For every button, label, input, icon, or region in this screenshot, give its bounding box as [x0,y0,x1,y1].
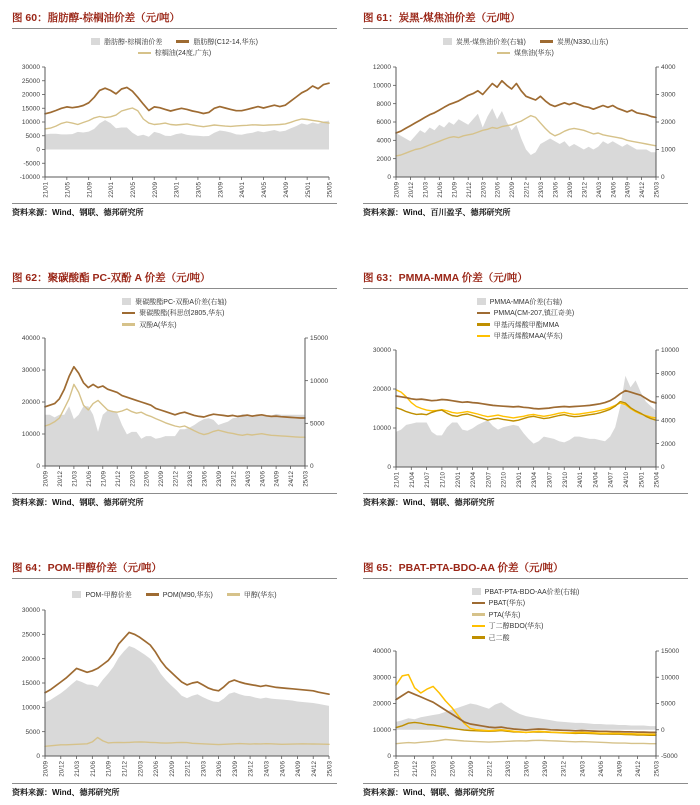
legend-label: 己二酸 [488,634,510,642]
x-tick-label: 24/03 [244,471,252,487]
legend-item [477,331,563,341]
area-swatch [72,591,81,598]
legend-row [472,587,580,597]
legend-row [122,297,226,307]
legend-row [477,320,575,330]
line-series [45,108,329,129]
line-swatch [122,312,135,315]
x-tick-label: 24/12 [288,471,296,487]
legend-item [472,587,580,597]
x-tick-label: 25/03 [653,181,661,198]
figure-62-legend [12,295,337,331]
area-swatch [477,298,486,305]
line-swatch [227,593,240,596]
left-tick-label: 0 [36,753,40,761]
x-tick-label: 20/12 [408,181,416,198]
left-tick-label: -10000 [19,173,40,181]
x-tick-label: 21/09 [105,761,113,777]
right-tick-label: 8000 [661,370,676,378]
legend-item [122,297,226,307]
line-swatch [176,40,189,43]
figure-63 [363,268,688,508]
x-tick-label: 22/06 [449,761,457,777]
left-tick-label: 30000 [372,674,391,682]
legend-row [477,308,575,318]
figure-60-title: 图 60：脂肪醇-棕榈油价差（元/吨） [12,8,337,29]
x-tick-label: 23/12 [247,761,255,777]
x-tick-label: 23/01 [173,181,181,198]
line-swatch [477,335,490,338]
legend-row [477,297,575,307]
x-tick-label: 24/06 [597,761,605,777]
figure-61-title: 图 61：炭黑-煤焦油价差（元/吨） [363,8,688,29]
x-tick-label: 23/09 [542,761,550,777]
left-tick-label: 12000 [372,63,391,71]
x-tick-label: 24/01 [577,471,585,488]
left-tick-label: 20000 [21,91,40,99]
right-tick-label: 2000 [661,118,676,126]
legend-block [477,295,575,343]
legend-item [176,37,258,47]
legend-block [91,35,258,60]
x-tick-label: 22/09 [509,181,517,198]
line-swatch [472,602,485,605]
legend-item [72,590,131,600]
x-tick-label: 24/12 [635,761,643,777]
left-tick-label: -5000 [23,159,40,167]
legend-label: 炭黑-煤焦油价差(右轴) [455,38,526,46]
left-tick-label: 20000 [21,399,40,407]
legend-item [472,598,525,608]
x-tick-label: 23/03 [538,181,546,198]
figure-61 [363,8,688,218]
right-tick-label: 0 [661,463,665,471]
legend-label: POM-甲醇价差 [85,591,132,599]
legend-row [122,320,226,330]
x-tick-label: 23/09 [217,181,225,198]
legend-item [443,37,526,47]
x-tick-label: 22/01 [108,181,116,198]
x-tick-label: 22/12 [184,761,192,777]
left-tick-label: 15000 [21,104,40,112]
x-tick-label: 22/12 [486,761,494,777]
chart-canvas [12,62,337,204]
left-tick-label: 15000 [21,680,40,688]
left-tick-label: 0 [387,463,391,471]
legend-label: PMMA(CM-207,镇江奇美) [493,310,575,317]
x-tick-label: 22/09 [158,471,166,487]
x-tick-label: 22/09 [467,761,475,777]
left-tick-label: 0 [36,146,40,154]
x-tick-label: 20/09 [42,761,50,777]
legend-item [477,320,559,330]
right-tick-label: 3000 [661,91,676,99]
left-tick-label: 20000 [372,385,391,393]
legend-label: 煤焦油(华东) [514,50,554,57]
x-tick-label: 21/12 [465,181,473,198]
line-swatch [477,323,490,326]
right-tick-label: 10000 [661,674,680,682]
figure-65-source: 资料来源：Wind、钢联、德邦研究所 [363,783,688,798]
x-tick-label: 22/03 [137,761,145,777]
x-tick-label: 24/03 [595,181,603,198]
x-tick-label: 22/05 [129,181,137,198]
right-tick-label: 5000 [661,700,676,708]
left-tick-label: 10000 [372,82,391,90]
chart-canvas [363,62,688,204]
figure-63-source: 资料来源：Wind、钢联、德邦研究所 [363,493,688,508]
figure-64-title: 图 64：POM-甲醇价差（元/吨） [12,558,337,579]
area-swatch [91,38,100,45]
x-tick-label: 23/03 [505,761,513,777]
chart-canvas [12,605,337,783]
chart-canvas [363,646,688,783]
x-tick-label: 25/04 [653,471,661,488]
area-swatch [472,588,481,595]
legend-item [472,621,544,631]
legend-row [443,48,608,58]
legend-row [477,331,575,341]
x-tick-label: 24/03 [579,761,587,777]
left-tick-label: 0 [36,463,40,471]
x-tick-label: 23/12 [581,181,589,198]
legend-row [91,37,258,47]
legend-block [72,588,276,601]
right-tick-label: 5000 [310,420,325,428]
legend-label: 脂肪醇(C12-14,华东) [193,38,258,46]
figure-60-legend [12,35,337,60]
x-tick-label: 22/09 [151,181,159,198]
figure-65-plot [363,646,688,783]
x-tick-label: 24/09 [624,181,632,198]
left-tick-label: 6000 [376,118,391,126]
x-tick-label: 23/09 [231,761,239,777]
x-tick-label: 24/09 [282,181,290,198]
x-tick-label: 21/12 [114,471,122,487]
x-tick-label: 24/07 [607,471,615,488]
legend-item [91,37,162,47]
legend-label: PMMA-MMA价差(右轴) [489,298,563,306]
right-tick-label: 15000 [661,648,680,656]
x-tick-label: 24/01 [239,181,247,198]
x-tick-label: 21/03 [71,471,79,487]
figure-61-source: 资料来源：Wind、百川盈孚、德邦研究所 [363,203,688,218]
line-swatch [146,593,159,596]
x-tick-label: 24/12 [310,761,318,777]
legend-row [122,308,226,318]
legend-label: PTA(华东) [488,611,521,619]
x-tick-label: 23/06 [552,181,560,198]
legend-item [472,610,521,620]
legend-item [497,48,554,58]
figure-64-source: 资料来源：Wind、德邦研究所 [12,783,337,798]
legend-item [146,590,213,600]
figure-65 [363,558,688,798]
legend-block [443,35,608,60]
x-tick-label: 21/03 [74,761,82,777]
line-series [396,390,656,408]
x-tick-label: 25/01 [304,181,312,198]
left-tick-label: 30000 [372,346,391,354]
x-tick-label: 23/03 [200,761,208,777]
x-tick-label: 21/10 [439,471,447,488]
left-tick-label: 25000 [21,631,40,639]
x-tick-label: 24/09 [273,471,281,487]
x-tick-label: 24/09 [616,761,624,777]
legend-item [540,37,608,47]
x-tick-label: 23/09 [215,471,223,487]
chart-canvas [363,345,688,494]
figure-62-title: 图 62：聚碳酸酯 PC-双酚 A 价差（元/吨） [12,268,337,289]
x-tick-label: 25/03 [326,761,334,777]
left-tick-label: 30000 [21,367,40,375]
figure-61-plot [363,62,688,204]
legend-item [477,308,575,318]
x-tick-label: 21/12 [121,761,129,777]
x-tick-label: 22/06 [494,181,502,198]
x-tick-label: 23/04 [531,471,539,488]
left-tick-label: 25000 [21,77,40,85]
legend-label: 甲醇(华东) [243,591,277,599]
line-series [396,740,656,744]
left-tick-label: 30000 [21,63,40,71]
legend-label: 炭黑(N330,山东) [556,38,609,46]
x-tick-label: 22/06 [153,761,161,777]
area-swatch [122,298,131,305]
right-tick-label: 6000 [661,393,676,401]
line-swatch [472,625,485,628]
legend-label: POM(M90,华东) [162,591,213,599]
x-tick-label: 21/03 [422,181,430,198]
legend-item [477,297,562,307]
legend-row [472,633,580,643]
right-tick-label: 4000 [661,416,676,424]
x-tick-label: 21/12 [412,761,420,777]
figure-62 [12,268,337,508]
x-tick-label: 24/09 [295,761,303,777]
x-tick-label: 24/06 [259,471,267,487]
x-tick-label: 21/01 [42,181,50,198]
legend-label: 聚碳酸酯PC-双酚A价差(右轴) [135,298,227,306]
figure-63-plot [363,345,688,494]
line-series [45,83,329,114]
x-tick-label: 20/12 [58,761,66,777]
x-tick-label: 22/09 [168,761,176,777]
figure-62-source: 资料来源：Wind、钢联、德邦研究所 [12,493,337,508]
legend-label: PBAT(华东) [488,600,526,607]
legend-row [472,598,580,608]
x-tick-label: 20/09 [393,181,401,198]
left-tick-label: 10000 [21,431,40,439]
figure-60 [12,8,337,218]
x-tick-label: 22/03 [129,471,137,487]
legend-row [472,621,580,631]
x-tick-label: 21/04 [408,471,416,488]
x-tick-label: 22/03 [480,181,488,198]
legend-row [443,37,608,47]
right-tick-label: 10000 [661,346,680,354]
left-tick-label: 30000 [21,607,40,615]
line-series [396,401,656,421]
x-tick-label: 21/06 [85,471,93,487]
right-tick-label: 0 [310,463,314,471]
x-tick-label: 21/09 [86,181,94,198]
left-tick-label: 20000 [372,700,391,708]
legend-label: 甲基丙烯酸甲酯MMA [493,321,560,329]
figure-64 [12,558,337,798]
x-tick-label: 20/09 [42,471,50,487]
x-tick-label: 23/12 [560,761,568,777]
area-swatch [443,38,452,45]
x-tick-label: 24/06 [279,761,287,777]
legend-item [227,590,277,600]
right-tick-label: -5000 [661,753,678,761]
right-tick-label: 0 [661,173,665,181]
x-tick-label: 22/07 [485,471,493,488]
x-tick-label: 21/07 [424,471,432,488]
legend-row [472,610,580,620]
line-swatch [472,636,485,639]
x-tick-label: 24/12 [639,181,647,198]
left-tick-label: 10000 [21,118,40,126]
figure-60-source: 资料来源：Wind、钢联、德邦研究所 [12,203,337,218]
legend-item [122,320,176,330]
chart-canvas [12,333,337,493]
x-tick-label: 23/06 [523,761,531,777]
right-tick-label: 10000 [310,377,329,385]
right-tick-label: 1000 [661,146,676,154]
line-swatch [472,613,485,616]
x-tick-label: 21/06 [89,761,97,777]
line-swatch [477,312,490,315]
left-tick-label: 40000 [21,335,40,343]
x-tick-label: 22/03 [430,761,438,777]
figure-63-title: 图 63：PMMA-MMA 价差（元/吨） [363,268,688,289]
left-tick-label: 0 [387,173,391,181]
right-tick-label: 4000 [661,63,676,71]
figure-65-legend [363,585,688,644]
x-tick-label: 23/12 [230,471,238,487]
figure-64-legend [12,585,337,603]
line-swatch [497,52,510,55]
x-tick-label: 22/10 [500,471,508,488]
line-series [396,80,656,132]
line-swatch [122,323,135,326]
x-tick-label: 23/06 [201,471,209,487]
figure-63-legend [363,295,688,343]
x-tick-label: 25/05 [326,181,334,198]
x-tick-label: 21/09 [393,761,401,777]
x-tick-label: 21/01 [393,471,401,488]
figure-62-plot [12,333,337,493]
legend-label: 聚碳酸酯(科思创2805,华东) [139,310,225,317]
x-tick-label: 23/09 [566,181,574,198]
x-tick-label: 21/06 [436,181,444,198]
legend-label: 棕榈油(24度,广东) [154,50,212,57]
x-tick-label: 25/03 [302,471,310,487]
left-tick-label: 8000 [376,100,391,108]
x-tick-label: 24/05 [261,181,269,198]
legend-item [472,633,510,643]
area-series [396,375,656,466]
x-tick-label: 25/01 [638,471,646,488]
figure-61-legend [363,35,688,60]
x-tick-label: 21/05 [64,181,72,198]
x-tick-label: 22/12 [523,181,531,198]
left-tick-label: 40000 [372,648,391,656]
legend-row [72,590,276,600]
right-tick-label: 0 [661,726,665,734]
legend-label: 甲基丙烯酸MAA(华东) [493,333,563,340]
legend-label: 丁二醇BDO(华东) [488,623,544,630]
x-tick-label: 23/03 [187,471,195,487]
legend-label: 脂肪醇-棕榈油价差 [104,38,163,46]
x-tick-label: 22/06 [143,471,151,487]
x-tick-label: 23/07 [546,471,554,488]
right-tick-label: 2000 [661,440,676,448]
x-tick-label: 21/09 [100,471,108,487]
x-tick-label: 24/10 [623,471,631,488]
x-tick-label: 23/01 [515,471,523,488]
x-tick-label: 24/03 [263,761,271,777]
legend-label: 双酚A(华东) [139,321,177,329]
x-tick-label: 21/09 [451,181,459,198]
x-tick-label: 22/12 [172,471,180,487]
x-tick-label: 23/06 [216,761,224,777]
legend-label: PBAT-PTA-BDO-AA价差(右轴) [484,588,580,596]
left-tick-label: 2000 [376,155,391,163]
figure-64-plot [12,605,337,783]
left-tick-label: 4000 [376,137,391,145]
legend-item [122,308,224,318]
left-tick-label: 0 [387,753,391,761]
x-tick-label: 22/01 [454,471,462,488]
figure-60-plot [12,62,337,204]
x-tick-label: 22/04 [470,471,478,488]
figure-65-title: 图 65：PBAT-PTA-BDO-AA 价差（元/吨） [363,558,688,579]
left-tick-label: 5000 [25,728,40,736]
left-tick-label: 10000 [372,424,391,432]
left-tick-label: 10000 [372,726,391,734]
left-tick-label: 5000 [25,132,40,140]
legend-block [472,585,580,644]
left-tick-label: 20000 [21,655,40,663]
left-tick-label: 10000 [21,704,40,712]
x-tick-label: 24/04 [592,471,600,488]
legend-item [138,48,211,58]
x-tick-label: 24/06 [610,181,618,198]
legend-block [122,295,226,331]
x-tick-label: 23/05 [195,181,203,198]
line-swatch [138,52,151,55]
area-series [45,646,329,756]
line-swatch [540,40,553,43]
x-tick-label: 23/10 [561,471,569,488]
legend-row [91,48,258,58]
x-tick-label: 20/12 [57,471,65,487]
right-tick-label: 15000 [310,335,329,343]
x-tick-label: 25/03 [653,761,661,777]
